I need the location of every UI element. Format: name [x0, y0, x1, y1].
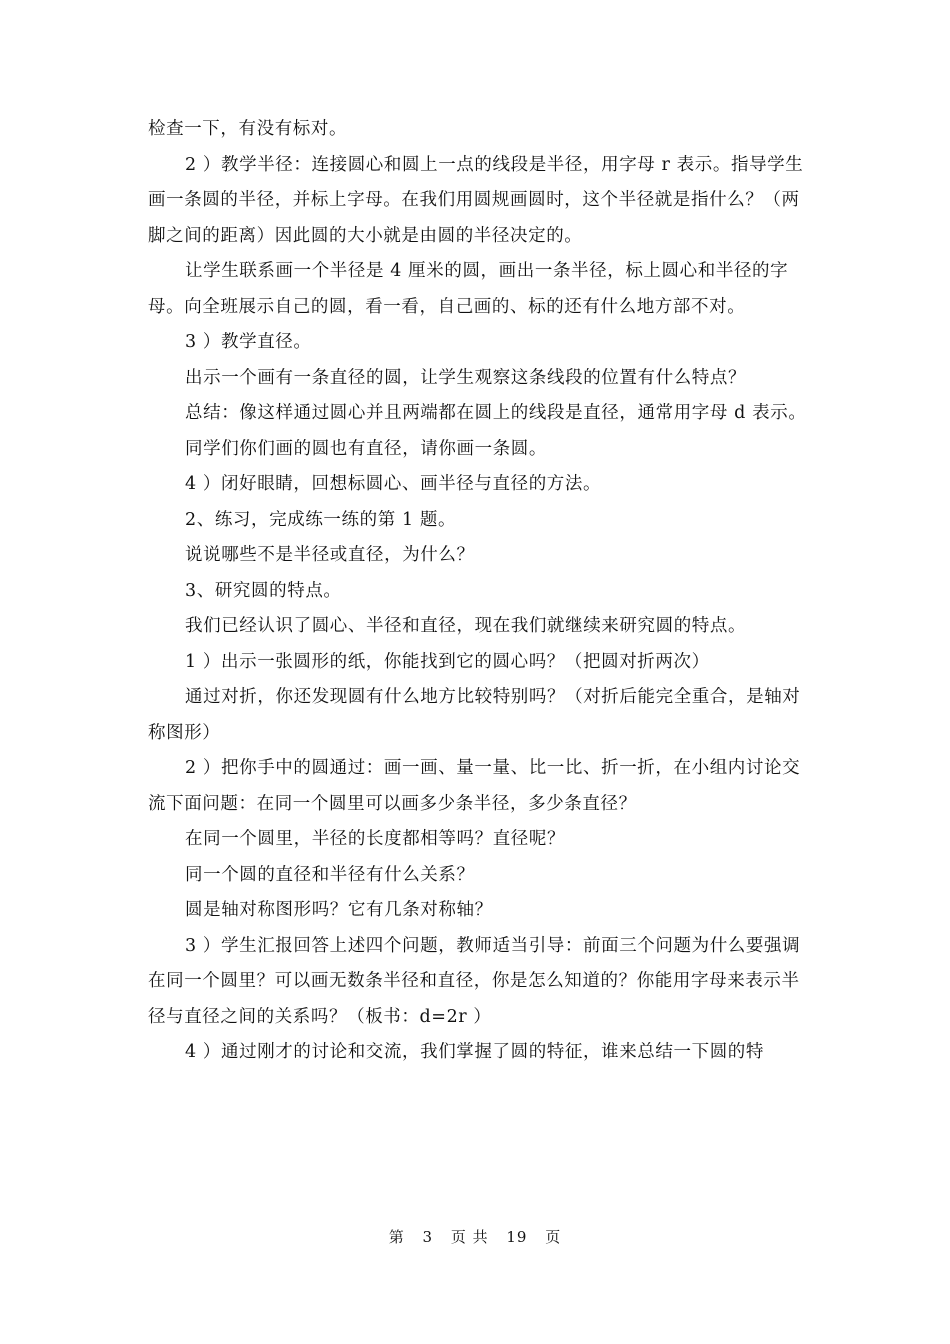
paragraph: 4 ）闭好眼睛，回想标圆心、画半径与直径的方法。	[185, 474, 602, 494]
paragraph: 让学生联系画一个半径是 4 厘米的圆，画出一条半径，标上圆心和半径的字母。向全班展示自己的圆，看一看，自己画的、标的还有什么地方部不对。	[148, 261, 789, 317]
paragraph: 检查一下，有没有标对。	[148, 119, 348, 139]
paragraph: 3 ）教学直径。	[185, 332, 312, 352]
footer-middle: 页 共	[450, 1228, 489, 1246]
page-footer	[0, 1226, 950, 1247]
paragraph: 同一个圆的直径和半径有什么关系？	[185, 864, 475, 885]
paragraph: 圆是轴对称图形吗？它有几条对称轴？	[185, 900, 493, 920]
paragraph: 2、练习，完成练一练的第 1 题。	[185, 509, 457, 530]
paragraph: 通过对折，你还发现圆有什么地方比较特别吗？（对折后能完全重合，是轴对称图形）	[148, 687, 801, 743]
paragraph: 总结：像这样通过圆心并且两端都在圆上的线段是直径，通常用字母 d 表示。	[185, 403, 807, 423]
paragraph: 3、研究圆的特点。	[185, 580, 342, 601]
document-body	[148, 112, 808, 1071]
paragraph: 1 ）出示一张圆形的纸，你能找到它的圆心吗？（把圆对折两次）	[185, 651, 710, 672]
paragraph: 说说哪些不是半径或直径，为什么？	[185, 545, 475, 565]
footer-current-page: 3	[422, 1228, 434, 1246]
footer-prefix: 第	[388, 1228, 405, 1246]
footer-suffix: 页	[545, 1228, 562, 1246]
paragraph: 我们已经认识了圆心、半径和直径，现在我们就继续来研究圆的特点。	[185, 616, 747, 636]
paragraph: 出示一个画有一条直径的圆，让学生观察这条线段的位置有什么特点？	[185, 367, 747, 388]
paragraph: 在同一个圆里，半径的长度都相等吗？直径呢？	[185, 829, 566, 849]
paragraph: 4 ）通过刚才的讨论和交流，我们掌握了圆的特征，谁来总结一下圆的特	[185, 1042, 764, 1062]
paragraph: 2 ）教学半径：连接圆心和圆上一点的线段是半径，用字母 r 表示。指导学生画一条圆的半径，并标上字母。在我们用圆规画圆时，这个半径就是指什么？（两脚之间的距离）因此圆的大小就是由圆的半径决定的。	[148, 154, 804, 246]
paragraph: 3 ）学生汇报回答上述四个问题，教师适当引导：前面三个问题为什么要强调在同一个圆里？可以画无数条半径和直径，你是怎么知道的？你能用字母来表示半径与直径之间的关系吗？（板书：d=2r ）	[148, 935, 801, 1027]
footer-total-pages: 19	[506, 1228, 528, 1246]
paragraph: 同学们你们画的圆也有直径，请你画一条圆。	[185, 438, 547, 459]
paragraph: 2 ）把你手中的圆通过：画一画、量一量、比一比、折一折，在小组内讨论交流下面问题：在同一个圆里可以画多少条半径，多少条直径？	[148, 758, 801, 814]
